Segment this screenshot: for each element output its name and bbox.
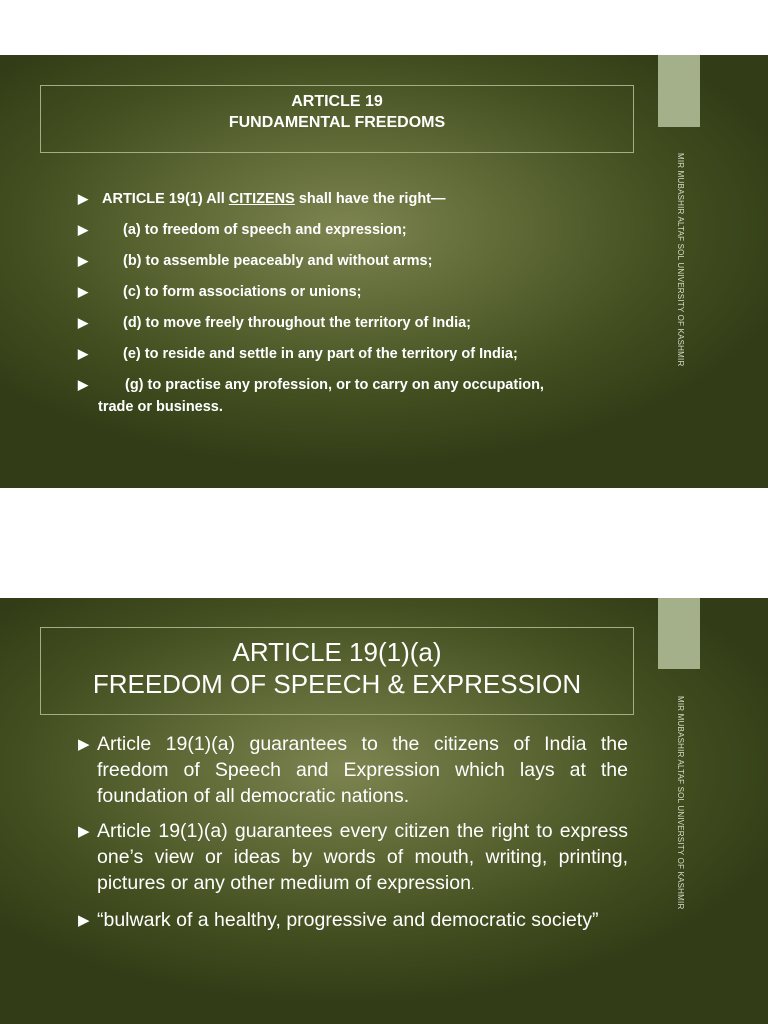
slide-title: ARTICLE 19(1)(a): [232, 637, 442, 667]
bullet-arrow-icon: ▶: [78, 377, 88, 392]
list-item: ▶ ARTICLE 19(1) All CITIZENS shall have the right—: [78, 188, 628, 219]
list-item: ▶ Article 19(1)(a) guarantees every citizen the right to express one’s view or ideas by words of mouth, writing, printing, pictures or any other medium of expression.: [78, 820, 628, 894]
list-item: ▶ “bulwark of a healthy, progressive and democratic society”: [78, 907, 628, 933]
slide-subtitle: FUNDAMENTAL FREEDOMS: [228, 114, 446, 131]
bullet-arrow-icon: ▶: [78, 736, 90, 753]
slide-title: ARTICLE 19: [291, 93, 383, 110]
slide-article-19-1-a: [0, 598, 768, 1024]
bullet-arrow-icon: ▶: [78, 823, 90, 840]
citizens-emphasis: CITIZENS: [228, 191, 295, 207]
slide-subtitle: FREEDOM OF SPEECH & EXPRESSION: [92, 669, 582, 699]
bullet-list: [78, 731, 628, 942]
bullet-arrow-icon: ▶: [78, 222, 88, 237]
list-item: ▶ (c) to form associations or unions;: [78, 281, 628, 312]
bullet-arrow-icon: ▶: [78, 191, 88, 206]
accent-bar: [658, 55, 700, 127]
accent-bar: [658, 598, 700, 669]
bullet-arrow-icon: ▶: [78, 253, 88, 268]
bullet-arrow-icon: ▶: [78, 346, 88, 361]
slide-article-19: [0, 55, 768, 488]
list-item: ▶ (g) to practise any profession, or to carry on any occupation, trade or business.: [78, 374, 628, 418]
bullet-arrow-icon: ▶: [78, 912, 90, 929]
bullet-arrow-icon: ▶: [78, 315, 88, 330]
list-item: ▶ (b) to assemble peaceably and without arms;: [78, 250, 628, 281]
list-item: ▶ (d) to move freely throughout the territory of India;: [78, 312, 628, 343]
slide-title-box: [40, 85, 634, 153]
author-watermark: MIR MUBASHIR ALTAF SOL UNIVERSITY OF KASHMIR: [676, 153, 685, 367]
list-item: ▶ (a) to freedom of speech and expression;: [78, 219, 628, 250]
author-watermark: MIR MUBASHIR ALTAF SOL UNIVERSITY OF KASHMIR: [676, 696, 685, 910]
slide-title-box: [40, 627, 634, 715]
bullet-arrow-icon: ▶: [78, 284, 88, 299]
list-item: ▶ Article 19(1)(a) guarantees to the citizens of India the freedom of Speech and Expression which lays at the foundation of all democratic nations.: [78, 733, 628, 807]
bullet-list: [78, 188, 628, 418]
list-item: ▶ (e) to reside and settle in any part of the territory of India;: [78, 343, 628, 374]
